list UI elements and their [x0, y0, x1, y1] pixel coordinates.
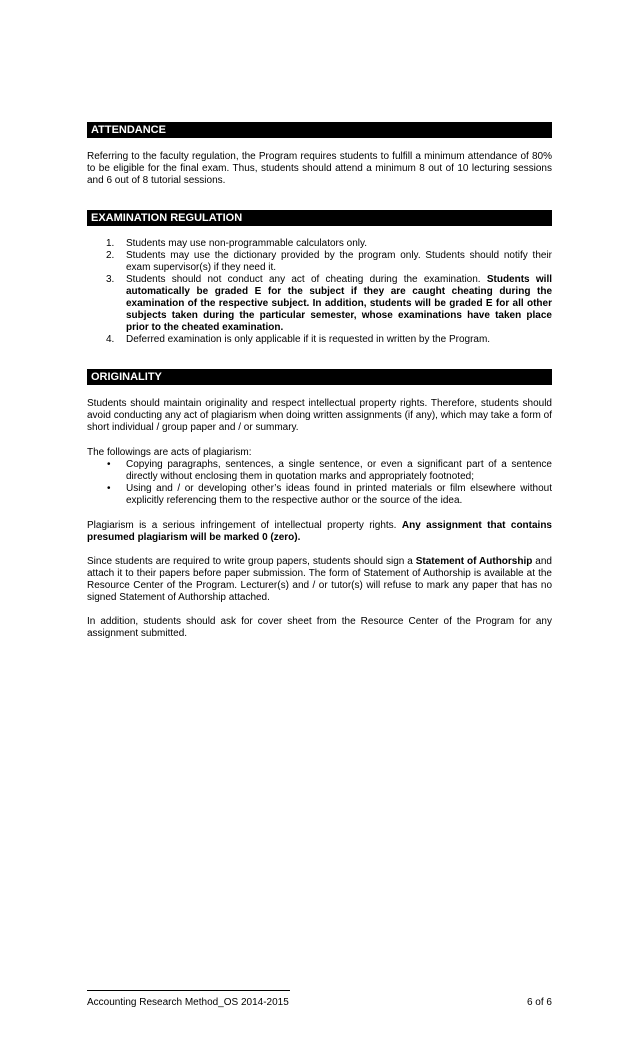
item-number: 4.	[106, 334, 115, 345]
paragraph-bold-text: Any assignment that contains presumed plagiarism will be marked 0 (zero).	[87, 520, 552, 543]
exam-regulation-list	[87, 238, 552, 346]
paragraph-text: Since students are required to write group papers, students should sign a	[87, 556, 416, 567]
footer-page-number: 6 of 6	[526, 997, 552, 1008]
item-number: 2.	[106, 250, 115, 261]
originality-heading: ORIGINALITY	[87, 369, 552, 385]
plagiarism-list	[87, 459, 552, 507]
bullet-icon: •	[107, 483, 111, 494]
originality-paragraph-2: The followings are acts of plagiarism:	[87, 447, 252, 458]
paragraph-bold-text: Statement of Authorship	[415, 556, 533, 567]
document-page	[87, 0, 552, 1051]
paragraph-text: Plagiarism is a serious infringement of intellectual property rights.	[87, 520, 402, 531]
originality-paragraph-4	[87, 556, 552, 604]
originality-paragraph-3	[87, 520, 552, 544]
originality-paragraph-5: In addition, students should ask for cover sheet from the Resource Center of the Program for any assignment submitted.	[87, 616, 552, 639]
item-text: Students may use non-programmable calculators only.	[126, 238, 368, 249]
attendance-heading: ATTENDANCE	[87, 122, 552, 138]
item-text: Using and / or developing other’s ideas found in printed materials or film elsewhere without explicitly referencing them to the respective author or the source of the idea.	[126, 483, 552, 506]
item-number: 1.	[106, 238, 115, 249]
list-item	[87, 334, 552, 346]
list-item	[87, 274, 552, 334]
item-text: Copying paragraphs, sentences, a single sentence, or even a significant part of a sentence directly without enclosing them in quotation marks and appropriately footnoted;	[126, 459, 552, 482]
list-item	[87, 459, 552, 483]
list-item	[87, 238, 552, 250]
footer-divider	[87, 990, 290, 991]
list-item	[87, 483, 552, 507]
item-number: 3.	[106, 274, 115, 285]
bullet-icon: •	[107, 459, 111, 470]
exam-regulation-heading: EXAMINATION REGULATION	[87, 210, 552, 226]
list-item	[87, 250, 552, 274]
paragraph-text: and attach it to their papers before paper submission. The form of Statement of Authorship is available at the Resource Center of the Program. Lecturer(s) and / or tutor(s) will refuse to mark any paper that has no signed Statement of Authorship attached.	[87, 556, 552, 603]
originality-paragraph-1: Students should maintain originality and respect intellectual property rights. Therefore, students should avoid conducting any act of plagiarism when doing written assignments (if any), which may take a form of short individual / group paper and / or summary.	[87, 398, 552, 433]
item-bold-text: Students will automatically be graded E for the subject if they are caught cheating during the examination of the respective subject. In addition, students will be graded E for all other subjects taken during the particular semester, whose examinations have taken place prior to the cheated examination.	[126, 274, 553, 333]
item-text: Students may use the dictionary provided by the program only. Students should notify their exam supervisor(s) if they need it.	[126, 250, 552, 273]
item-text: Students should not conduct any act of cheating during the examination.	[126, 274, 487, 285]
footer-document-title: Accounting Research Method_OS 2014-2015	[87, 997, 289, 1008]
attendance-paragraph: Referring to the faculty regulation, the Program requires students to fulfill a minimum attendance of 80% to be eligible for the final exam. Thus, students should attend a minimum 8 out of 10 lecturing sessions and 6 out of 8 tutorial sessions.	[87, 151, 552, 186]
item-text: Deferred examination is only applicable if it is requested in written by the Program.	[126, 334, 491, 345]
